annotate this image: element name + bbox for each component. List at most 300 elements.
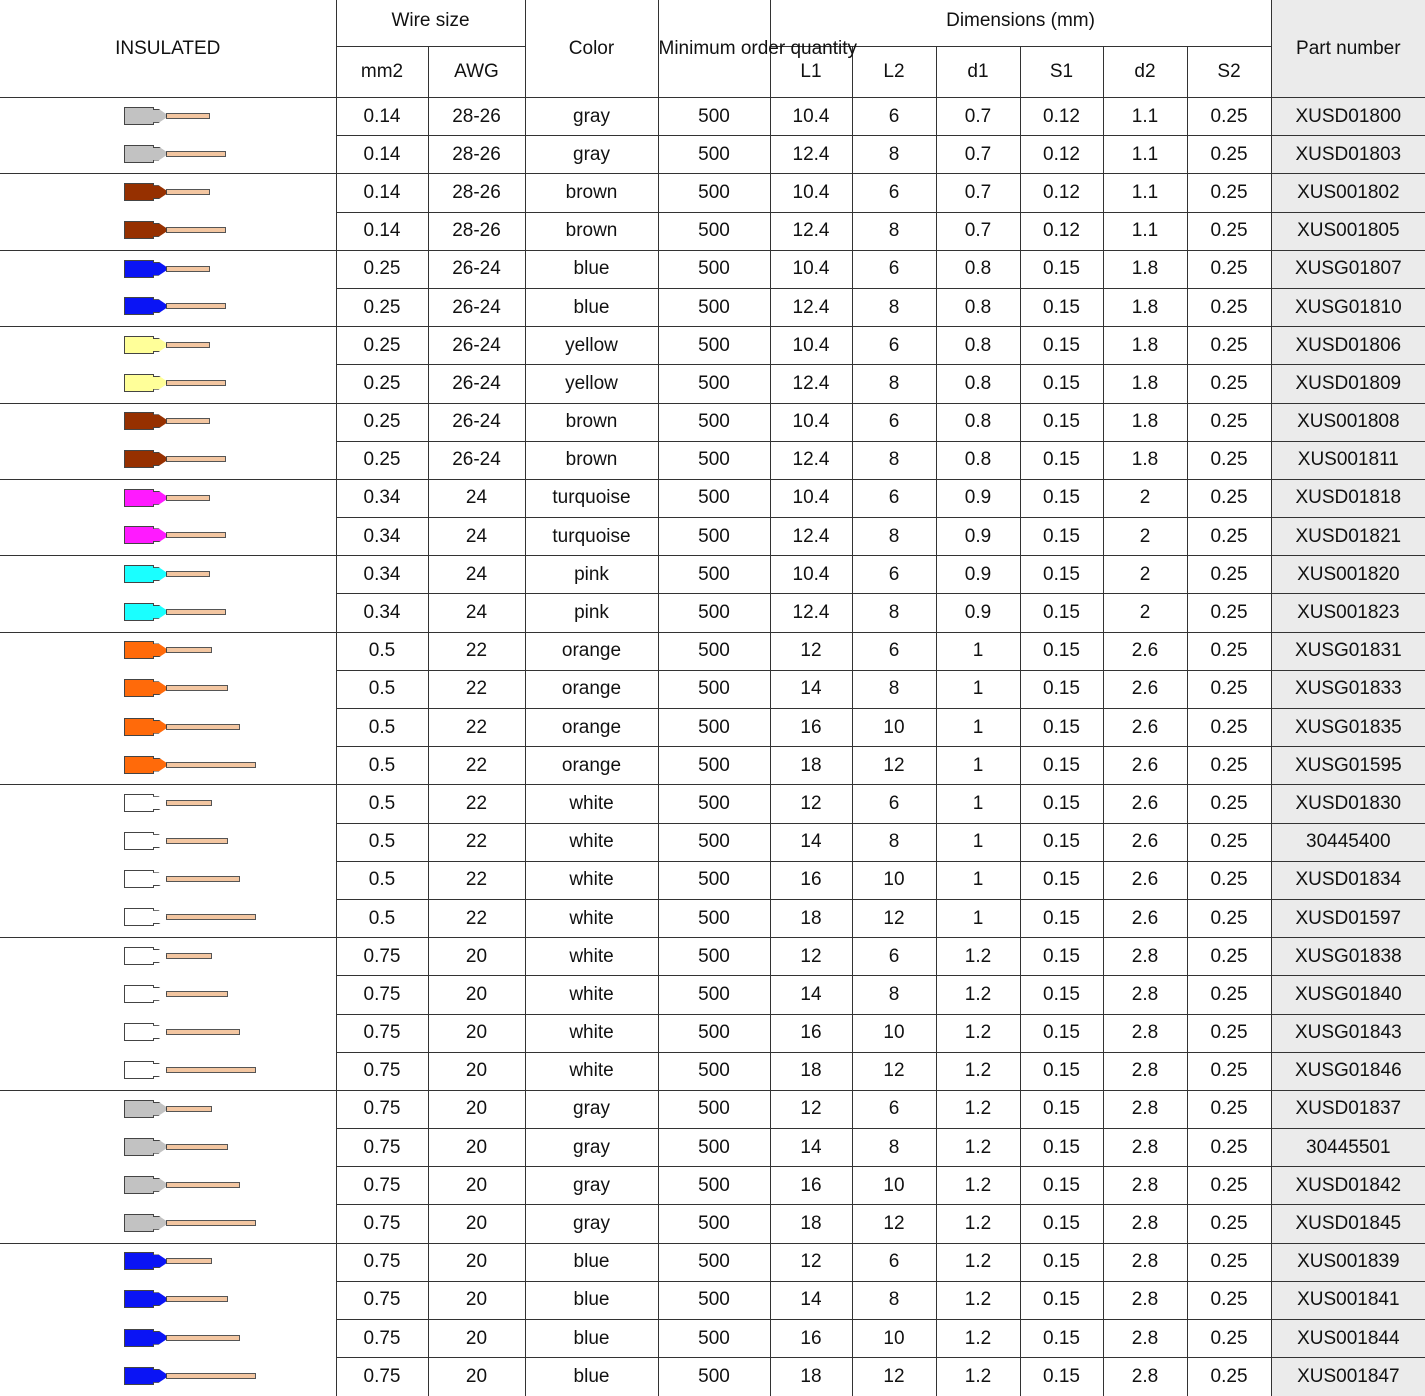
ferrule-icon-cell bbox=[0, 938, 336, 976]
awg-cell: 26-24 bbox=[428, 365, 525, 403]
ferrule-icon bbox=[0, 1289, 336, 1311]
color-cell: brown bbox=[525, 403, 658, 441]
moq-cell: 500 bbox=[658, 823, 770, 861]
color-cell: gray bbox=[525, 136, 658, 174]
mm2-cell: 0.25 bbox=[336, 365, 428, 403]
l2-cell: 6 bbox=[852, 785, 936, 823]
l2-cell: 8 bbox=[852, 365, 936, 403]
part-number-cell: XUS001844 bbox=[1271, 1320, 1425, 1358]
moq-cell: 500 bbox=[658, 327, 770, 365]
ferrule-icon-cell bbox=[0, 1090, 336, 1128]
s2-cell: 0.25 bbox=[1187, 747, 1271, 785]
d1-cell: 0.8 bbox=[936, 288, 1020, 326]
l2-cell: 10 bbox=[852, 1167, 936, 1205]
ferrule-icon bbox=[0, 602, 336, 624]
l1-cell: 18 bbox=[770, 899, 852, 937]
s2-cell: 0.25 bbox=[1187, 670, 1271, 708]
table-row bbox=[0, 632, 1425, 670]
part-number-cell: XUSD01834 bbox=[1271, 861, 1425, 899]
d1-cell: 0.9 bbox=[936, 479, 1020, 517]
part-number-cell: XUSG01840 bbox=[1271, 976, 1425, 1014]
awg-cell: 22 bbox=[428, 861, 525, 899]
s2-cell: 0.25 bbox=[1187, 479, 1271, 517]
moq-cell: 500 bbox=[658, 98, 770, 136]
s1-cell: 0.15 bbox=[1020, 1243, 1103, 1281]
l2-cell: 6 bbox=[852, 938, 936, 976]
dimensions-heading: Dimensions (mm) bbox=[770, 0, 1271, 47]
mm2-cell: 0.75 bbox=[336, 976, 428, 1014]
table-row bbox=[0, 250, 1425, 288]
table-row bbox=[0, 98, 1425, 136]
ferrule-icon-cell bbox=[0, 899, 336, 937]
ferrule-icon bbox=[0, 335, 336, 357]
table-row bbox=[0, 747, 1425, 785]
d1-cell: 1 bbox=[936, 747, 1020, 785]
ferrule-icon-cell bbox=[0, 556, 336, 594]
d2-cell: 2.6 bbox=[1103, 785, 1187, 823]
mm2-cell: 0.75 bbox=[336, 1243, 428, 1281]
s1-cell: 0.12 bbox=[1020, 136, 1103, 174]
part-number-cell: XUSD01803 bbox=[1271, 136, 1425, 174]
s1-cell: 0.15 bbox=[1020, 1205, 1103, 1243]
s2-cell: 0.25 bbox=[1187, 212, 1271, 250]
s1-heading: S1 bbox=[1020, 47, 1103, 98]
d2-cell: 1.8 bbox=[1103, 441, 1187, 479]
mm2-cell: 0.75 bbox=[336, 1205, 428, 1243]
l1-cell: 12.4 bbox=[770, 518, 852, 556]
mm2-cell: 0.14 bbox=[336, 174, 428, 212]
table-row bbox=[0, 288, 1425, 326]
d1-cell: 1 bbox=[936, 785, 1020, 823]
s1-cell: 0.15 bbox=[1020, 1281, 1103, 1319]
l1-cell: 12.4 bbox=[770, 212, 852, 250]
ferrule-icon-cell bbox=[0, 1205, 336, 1243]
s1-cell: 0.15 bbox=[1020, 823, 1103, 861]
s1-cell: 0.15 bbox=[1020, 670, 1103, 708]
s1-cell: 0.15 bbox=[1020, 1320, 1103, 1358]
part-number-cell: XUS001805 bbox=[1271, 212, 1425, 250]
ferrule-icon bbox=[0, 907, 336, 929]
d2-cell: 2.8 bbox=[1103, 1129, 1187, 1167]
l2-cell: 6 bbox=[852, 250, 936, 288]
moq-cell: 500 bbox=[658, 403, 770, 441]
s2-cell: 0.25 bbox=[1187, 1281, 1271, 1319]
l1-cell: 18 bbox=[770, 1358, 852, 1396]
ferrule-icon-cell bbox=[0, 1052, 336, 1090]
part-number-cell: XUSD01837 bbox=[1271, 1090, 1425, 1128]
color-cell: white bbox=[525, 861, 658, 899]
l1-cell: 16 bbox=[770, 1014, 852, 1052]
table-row bbox=[0, 212, 1425, 250]
part-number-cell: XUSG01846 bbox=[1271, 1052, 1425, 1090]
moq-cell: 500 bbox=[658, 899, 770, 937]
d1-cell: 1.2 bbox=[936, 938, 1020, 976]
awg-cell: 26-24 bbox=[428, 288, 525, 326]
color-cell: white bbox=[525, 938, 658, 976]
d1-cell: 1.2 bbox=[936, 1167, 1020, 1205]
table-row bbox=[0, 556, 1425, 594]
s2-cell: 0.25 bbox=[1187, 1090, 1271, 1128]
d1-cell: 1 bbox=[936, 709, 1020, 747]
d2-cell: 1.8 bbox=[1103, 365, 1187, 403]
d2-cell: 2.8 bbox=[1103, 1243, 1187, 1281]
moq-cell: 500 bbox=[658, 365, 770, 403]
d1-cell: 0.7 bbox=[936, 98, 1020, 136]
ferrule-icon bbox=[0, 1328, 336, 1350]
part-number-heading: Part number bbox=[1271, 0, 1425, 98]
color-cell: white bbox=[525, 976, 658, 1014]
d1-cell: 1.2 bbox=[936, 976, 1020, 1014]
d1-cell: 1.2 bbox=[936, 1052, 1020, 1090]
color-cell: turquoise bbox=[525, 479, 658, 517]
ferrule-icon-cell bbox=[0, 212, 336, 250]
table-row bbox=[0, 479, 1425, 517]
d1-cell: 1.2 bbox=[936, 1243, 1020, 1281]
table-row bbox=[0, 1052, 1425, 1090]
d2-cell: 2.8 bbox=[1103, 1167, 1187, 1205]
l2-cell: 12 bbox=[852, 1205, 936, 1243]
d2-cell: 1.1 bbox=[1103, 136, 1187, 174]
mm2-cell: 0.5 bbox=[336, 861, 428, 899]
l1-cell: 18 bbox=[770, 747, 852, 785]
l2-cell: 6 bbox=[852, 556, 936, 594]
d2-cell: 2.6 bbox=[1103, 709, 1187, 747]
ferrule-icon-cell bbox=[0, 441, 336, 479]
part-number-cell: XUSG01843 bbox=[1271, 1014, 1425, 1052]
awg-cell: 26-24 bbox=[428, 403, 525, 441]
part-number-cell: XUSG01831 bbox=[1271, 632, 1425, 670]
d1-cell: 0.7 bbox=[936, 212, 1020, 250]
s2-cell: 0.25 bbox=[1187, 823, 1271, 861]
part-number-cell: XUSD01830 bbox=[1271, 785, 1425, 823]
color-cell: orange bbox=[525, 632, 658, 670]
ferrule-icon bbox=[0, 755, 336, 777]
l2-cell: 8 bbox=[852, 594, 936, 632]
d2-cell: 2.6 bbox=[1103, 861, 1187, 899]
mm2-cell: 0.25 bbox=[336, 250, 428, 288]
s1-cell: 0.15 bbox=[1020, 518, 1103, 556]
awg-cell: 22 bbox=[428, 747, 525, 785]
s2-cell: 0.25 bbox=[1187, 556, 1271, 594]
s2-cell: 0.25 bbox=[1187, 785, 1271, 823]
l2-cell: 6 bbox=[852, 1243, 936, 1281]
moq-cell: 500 bbox=[658, 479, 770, 517]
d2-cell: 2.8 bbox=[1103, 1320, 1187, 1358]
l2-cell: 8 bbox=[852, 212, 936, 250]
d1-cell: 1.2 bbox=[936, 1320, 1020, 1358]
l1-cell: 14 bbox=[770, 1129, 852, 1167]
s2-cell: 0.25 bbox=[1187, 861, 1271, 899]
part-number-cell: 30445501 bbox=[1271, 1129, 1425, 1167]
moq-cell: 500 bbox=[658, 1014, 770, 1052]
s2-cell: 0.25 bbox=[1187, 518, 1271, 556]
l1-cell: 10.4 bbox=[770, 479, 852, 517]
l1-cell: 10.4 bbox=[770, 556, 852, 594]
awg-heading: AWG bbox=[428, 47, 525, 98]
s1-cell: 0.12 bbox=[1020, 98, 1103, 136]
d1-cell: 0.8 bbox=[936, 365, 1020, 403]
d1-cell: 1.2 bbox=[936, 1129, 1020, 1167]
s2-cell: 0.25 bbox=[1187, 632, 1271, 670]
ferrule-icon bbox=[0, 259, 336, 281]
part-number-cell: XUS001808 bbox=[1271, 403, 1425, 441]
table-row bbox=[0, 938, 1425, 976]
moq-cell: 500 bbox=[658, 1281, 770, 1319]
mm2-cell: 0.14 bbox=[336, 136, 428, 174]
color-cell: pink bbox=[525, 556, 658, 594]
color-cell: brown bbox=[525, 441, 658, 479]
d2-cell: 1.1 bbox=[1103, 98, 1187, 136]
l2-cell: 8 bbox=[852, 441, 936, 479]
ferrule-icon bbox=[0, 296, 336, 318]
d2-cell: 2.6 bbox=[1103, 747, 1187, 785]
table-row bbox=[0, 709, 1425, 747]
moq-cell: 500 bbox=[658, 785, 770, 823]
ferrule-icon-cell bbox=[0, 1358, 336, 1396]
ferrule-icon bbox=[0, 1366, 336, 1388]
wire-size-heading: Wire size bbox=[336, 0, 525, 47]
s1-cell: 0.15 bbox=[1020, 747, 1103, 785]
ferrule-icon-cell bbox=[0, 1167, 336, 1205]
part-number-cell: XUSD01821 bbox=[1271, 518, 1425, 556]
table-row bbox=[0, 1090, 1425, 1128]
awg-cell: 20 bbox=[428, 1205, 525, 1243]
awg-cell: 28-26 bbox=[428, 174, 525, 212]
part-number-cell: XUS001811 bbox=[1271, 441, 1425, 479]
s1-cell: 0.15 bbox=[1020, 709, 1103, 747]
d1-heading: d1 bbox=[936, 47, 1020, 98]
l1-cell: 16 bbox=[770, 861, 852, 899]
part-number-cell: XUSD01806 bbox=[1271, 327, 1425, 365]
l2-cell: 8 bbox=[852, 1129, 936, 1167]
l1-cell: 10.4 bbox=[770, 403, 852, 441]
part-number-cell: 30445400 bbox=[1271, 823, 1425, 861]
d2-cell: 2.6 bbox=[1103, 823, 1187, 861]
l2-cell: 12 bbox=[852, 899, 936, 937]
s2-cell: 0.25 bbox=[1187, 1014, 1271, 1052]
color-cell: blue bbox=[525, 1358, 658, 1396]
color-cell: brown bbox=[525, 212, 658, 250]
color-cell: blue bbox=[525, 288, 658, 326]
moq-cell: 500 bbox=[658, 1090, 770, 1128]
d1-cell: 1.2 bbox=[936, 1281, 1020, 1319]
awg-cell: 24 bbox=[428, 594, 525, 632]
ferrule-icon bbox=[0, 373, 336, 395]
mm2-cell: 0.25 bbox=[336, 403, 428, 441]
moq-cell: 500 bbox=[658, 976, 770, 1014]
awg-cell: 28-26 bbox=[428, 136, 525, 174]
color-cell: turquoise bbox=[525, 518, 658, 556]
awg-cell: 26-24 bbox=[428, 250, 525, 288]
l1-cell: 10.4 bbox=[770, 98, 852, 136]
ferrule-icon-cell bbox=[0, 365, 336, 403]
awg-cell: 28-26 bbox=[428, 212, 525, 250]
l1-cell: 16 bbox=[770, 1320, 852, 1358]
d1-cell: 0.8 bbox=[936, 327, 1020, 365]
l1-cell: 12.4 bbox=[770, 136, 852, 174]
ferrule-icon bbox=[0, 717, 336, 739]
l2-cell: 12 bbox=[852, 1358, 936, 1396]
d1-cell: 1.2 bbox=[936, 1358, 1020, 1396]
s1-cell: 0.15 bbox=[1020, 594, 1103, 632]
part-number-cell: XUSG01833 bbox=[1271, 670, 1425, 708]
d2-cell: 1.8 bbox=[1103, 250, 1187, 288]
s2-cell: 0.25 bbox=[1187, 594, 1271, 632]
table-row bbox=[0, 785, 1425, 823]
ferrule-icon-cell bbox=[0, 823, 336, 861]
s2-cell: 0.25 bbox=[1187, 365, 1271, 403]
color-cell: blue bbox=[525, 1243, 658, 1281]
s2-cell: 0.25 bbox=[1187, 174, 1271, 212]
l1-cell: 12 bbox=[770, 1243, 852, 1281]
s2-cell: 0.25 bbox=[1187, 136, 1271, 174]
ferrule-icon-cell bbox=[0, 98, 336, 136]
ferrule-icon-cell bbox=[0, 632, 336, 670]
d2-cell: 2.8 bbox=[1103, 1014, 1187, 1052]
ferrule-icon bbox=[0, 1251, 336, 1273]
l1-cell: 18 bbox=[770, 1205, 852, 1243]
ferrule-icon bbox=[0, 1099, 336, 1121]
moq-cell: 500 bbox=[658, 1243, 770, 1281]
moq-cell: 500 bbox=[658, 861, 770, 899]
color-cell: brown bbox=[525, 174, 658, 212]
ferrule-icon bbox=[0, 525, 336, 547]
table-row bbox=[0, 1014, 1425, 1052]
mm2-cell: 0.25 bbox=[336, 288, 428, 326]
d2-cell: 2 bbox=[1103, 556, 1187, 594]
table-row bbox=[0, 594, 1425, 632]
s2-cell: 0.25 bbox=[1187, 1205, 1271, 1243]
s2-cell: 0.25 bbox=[1187, 1358, 1271, 1396]
awg-cell: 26-24 bbox=[428, 327, 525, 365]
color-cell: orange bbox=[525, 670, 658, 708]
color-cell: gray bbox=[525, 1167, 658, 1205]
ferrule-icon-cell bbox=[0, 136, 336, 174]
table-row bbox=[0, 174, 1425, 212]
l1-cell: 16 bbox=[770, 1167, 852, 1205]
d1-cell: 1 bbox=[936, 823, 1020, 861]
d1-cell: 0.9 bbox=[936, 556, 1020, 594]
d1-cell: 0.8 bbox=[936, 250, 1020, 288]
ferrule-icon bbox=[0, 106, 336, 128]
awg-cell: 26-24 bbox=[428, 441, 525, 479]
l1-cell: 12 bbox=[770, 632, 852, 670]
d2-cell: 1.8 bbox=[1103, 288, 1187, 326]
d1-cell: 0.8 bbox=[936, 441, 1020, 479]
mm2-cell: 0.25 bbox=[336, 327, 428, 365]
l1-cell: 10.4 bbox=[770, 327, 852, 365]
ferrule-icon bbox=[0, 946, 336, 968]
color-cell: white bbox=[525, 1052, 658, 1090]
ferrule-icon bbox=[0, 640, 336, 662]
mm2-cell: 0.34 bbox=[336, 518, 428, 556]
l2-cell: 10 bbox=[852, 1014, 936, 1052]
ferrule-rows bbox=[0, 98, 1425, 1396]
s1-cell: 0.15 bbox=[1020, 785, 1103, 823]
mm2-cell: 0.34 bbox=[336, 556, 428, 594]
l1-cell: 12.4 bbox=[770, 365, 852, 403]
d1-cell: 0.8 bbox=[936, 403, 1020, 441]
l1-cell: 18 bbox=[770, 1052, 852, 1090]
l2-cell: 12 bbox=[852, 1052, 936, 1090]
d1-cell: 0.9 bbox=[936, 594, 1020, 632]
awg-cell: 22 bbox=[428, 823, 525, 861]
l1-cell: 12 bbox=[770, 1090, 852, 1128]
awg-cell: 22 bbox=[428, 709, 525, 747]
awg-cell: 22 bbox=[428, 899, 525, 937]
ferrule-icon bbox=[0, 1175, 336, 1197]
ferrule-icon bbox=[0, 1060, 336, 1082]
s1-cell: 0.15 bbox=[1020, 1090, 1103, 1128]
l2-cell: 12 bbox=[852, 747, 936, 785]
l2-cell: 6 bbox=[852, 98, 936, 136]
ferrule-icon-cell bbox=[0, 709, 336, 747]
color-cell: blue bbox=[525, 1320, 658, 1358]
color-cell: pink bbox=[525, 594, 658, 632]
l1-cell: 14 bbox=[770, 1281, 852, 1319]
d2-cell: 2.8 bbox=[1103, 1090, 1187, 1128]
moq-cell: 500 bbox=[658, 1167, 770, 1205]
d1-cell: 1 bbox=[936, 861, 1020, 899]
s1-cell: 0.15 bbox=[1020, 288, 1103, 326]
awg-cell: 28-26 bbox=[428, 98, 525, 136]
l2-cell: 8 bbox=[852, 670, 936, 708]
l2-cell: 8 bbox=[852, 518, 936, 556]
table-row bbox=[0, 1205, 1425, 1243]
s2-cell: 0.25 bbox=[1187, 98, 1271, 136]
part-number-cell: XUS001820 bbox=[1271, 556, 1425, 594]
moq-cell: 500 bbox=[658, 441, 770, 479]
ferrule-icon bbox=[0, 449, 336, 471]
table-row bbox=[0, 1281, 1425, 1319]
l2-cell: 6 bbox=[852, 632, 936, 670]
part-number-cell: XUSG01807 bbox=[1271, 250, 1425, 288]
d2-cell: 1.1 bbox=[1103, 174, 1187, 212]
ferrule-icon bbox=[0, 984, 336, 1006]
color-cell: gray bbox=[525, 1205, 658, 1243]
d2-cell: 2 bbox=[1103, 479, 1187, 517]
s2-cell: 0.25 bbox=[1187, 288, 1271, 326]
s1-cell: 0.15 bbox=[1020, 327, 1103, 365]
s1-cell: 0.15 bbox=[1020, 1358, 1103, 1396]
part-number-cell: XUSD01845 bbox=[1271, 1205, 1425, 1243]
color-cell: blue bbox=[525, 1281, 658, 1319]
d2-cell: 2.8 bbox=[1103, 1205, 1187, 1243]
s1-cell: 0.15 bbox=[1020, 632, 1103, 670]
mm2-cell: 0.75 bbox=[336, 1281, 428, 1319]
table-row bbox=[0, 518, 1425, 556]
d2-cell: 1.8 bbox=[1103, 327, 1187, 365]
awg-cell: 22 bbox=[428, 670, 525, 708]
mm2-cell: 0.14 bbox=[336, 212, 428, 250]
ferrule-icon bbox=[0, 144, 336, 166]
s2-cell: 0.25 bbox=[1187, 899, 1271, 937]
ferrule-icon bbox=[0, 182, 336, 204]
ferrule-icon-cell bbox=[0, 403, 336, 441]
moq-cell: 500 bbox=[658, 670, 770, 708]
mm2-cell: 0.25 bbox=[336, 441, 428, 479]
s1-cell: 0.15 bbox=[1020, 1167, 1103, 1205]
l2-cell: 10 bbox=[852, 861, 936, 899]
s1-cell: 0.15 bbox=[1020, 899, 1103, 937]
ferrule-icon-cell bbox=[0, 1281, 336, 1319]
ferrule-icon-cell bbox=[0, 174, 336, 212]
ferrule-icon-cell bbox=[0, 288, 336, 326]
table-row bbox=[0, 976, 1425, 1014]
ferrule-icon bbox=[0, 488, 336, 510]
color-cell: gray bbox=[525, 1090, 658, 1128]
color-cell: orange bbox=[525, 709, 658, 747]
